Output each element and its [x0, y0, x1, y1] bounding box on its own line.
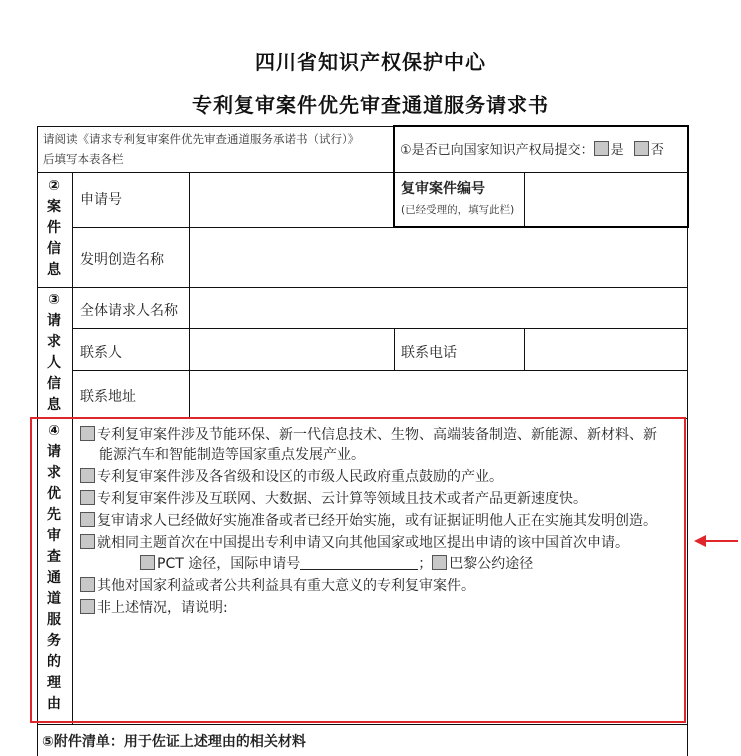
case-no-note: (已经受理的，填写此栏) — [401, 204, 515, 216]
rule-sec4-bottom — [37, 724, 688, 725]
contact-field[interactable] — [190, 329, 394, 370]
reason-5-text: 就相同主题首次在中国提出专利申请又向其他国家或地区提出申请的该中国首次申请。 — [97, 535, 629, 551]
reason-1-text: 专利复审案件涉及节能环保、新一代信息技术、生物、高端装备制造、新能源、新材料、新 — [97, 427, 657, 443]
notice-line-1: 请阅读《请求专利复审案件优先审查通道服务承诺书（试行）》 — [43, 132, 360, 146]
q1-yes-checkbox[interactable] — [594, 141, 609, 156]
section3-title: ③请求人信息 — [47, 292, 61, 413]
applicant-field[interactable] — [190, 288, 687, 328]
phone-label: 联系电话 — [401, 345, 457, 361]
rule-phone-col — [394, 328, 395, 370]
form-title: 专利复审案件优先审查通道服务请求书 — [192, 93, 549, 117]
highlight-box — [30, 417, 686, 723]
section5-title: ⑤附件清单：用于佐证上述理由的相关材料 — [42, 734, 306, 750]
q1-question — [400, 139, 664, 158]
section2-title: ②案件信息 — [47, 178, 61, 278]
reason-6-text: 其他对国家利益或者公共利益具有重大意义的专利复审案件。 — [97, 578, 475, 594]
contact-label: 联系人 — [80, 345, 122, 361]
q1-yes-label: 是 — [610, 143, 624, 158]
reason-7-text: 非上述情况，请说明: — [97, 600, 228, 616]
q1-box-top — [393, 125, 689, 127]
rule-label-col — [72, 172, 73, 418]
app-no-label: 申请号 — [80, 192, 122, 208]
reason-1-text-cont: 能源汽车和智能制造等国家重点发展产业。 — [99, 447, 365, 463]
address-label: 联系地址 — [80, 389, 136, 405]
address-field[interactable] — [190, 371, 687, 418]
invention-label: 发明创造名称 — [80, 252, 164, 268]
paris-label: 巴黎公约途径 — [449, 556, 534, 572]
notice-line-2: 后填写本表各栏 — [43, 152, 124, 166]
case-no-label: 复审案件编号 — [401, 181, 485, 197]
org-title: 四川省知识产权保护中心 — [255, 50, 486, 74]
app-no-field[interactable] — [190, 173, 394, 227]
q1-no-label: 否 — [650, 143, 664, 158]
pct-separator: ； — [418, 556, 433, 572]
case-no-field[interactable] — [525, 173, 687, 227]
reason-3-text: 专利复审案件涉及互联网、大数据、云计算等领域且技术或者产品更新速度快。 — [97, 491, 587, 507]
reason-4-text: 复审请求人已经做好实施准备或者已经开始实施，或有证据证明他人正在实施其发明创造。 — [97, 513, 657, 529]
reason-2-text: 专利复审案件涉及各省级和设区的市级人民政府重点鼓励的产业。 — [97, 469, 503, 485]
pct-label: PCT 途径，国际申请号 — [157, 556, 301, 572]
applicant-label: 全体请求人名称 — [80, 303, 178, 319]
q1-box-right — [687, 125, 689, 228]
phone-field[interactable] — [525, 329, 687, 370]
q1-no-checkbox[interactable] — [634, 141, 649, 156]
invention-field[interactable] — [190, 228, 687, 287]
q1-label: ①是否已向国家知识产权局提交： — [400, 143, 594, 158]
highlight-arrow-icon — [694, 533, 738, 549]
section4-title: ④请求优先审查通道服务的理由 — [47, 423, 61, 712]
